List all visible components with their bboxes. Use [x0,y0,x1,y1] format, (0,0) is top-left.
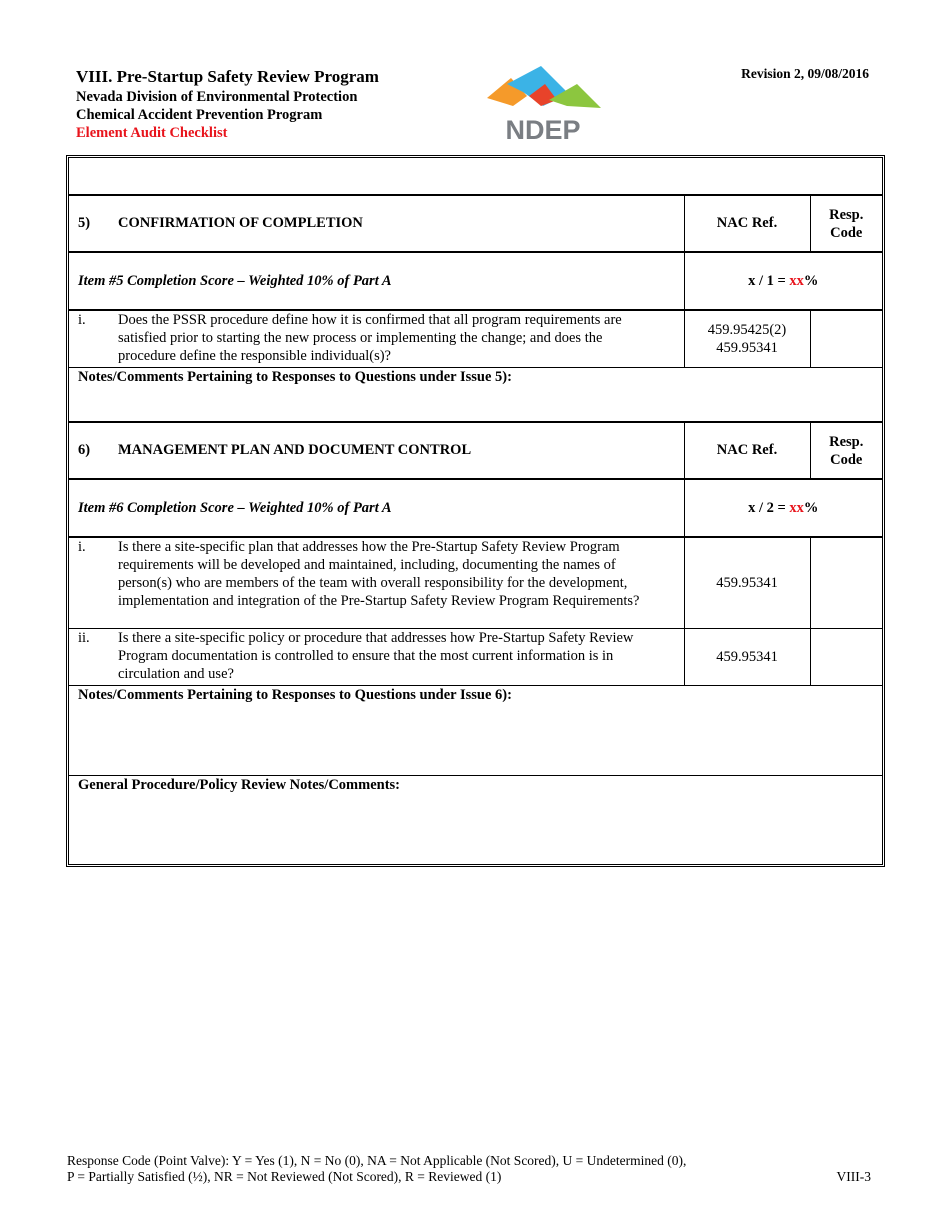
score-prefix: x / 2 = [748,499,790,516]
question-cell [69,537,684,628]
general-notes-label: General Procedure/Policy Review Notes/Comments: [78,776,401,793]
section-5-notes[interactable] [69,367,882,422]
section-6-notes[interactable] [69,685,882,775]
section-5-number: 5) [78,215,91,231]
section-6-score-value [684,479,882,537]
question-number: i. [78,312,86,328]
document-header [76,66,379,142]
section-5-question-row [69,310,882,367]
section-6-resp-header [810,422,882,479]
section-6-question-row [69,628,882,685]
general-notes-row [69,775,882,864]
section-6-number: 6) [78,442,91,458]
section-6-question-row [69,537,882,628]
revision-label: Revision 2, 09/08/2016 [741,66,869,81]
section-6-title-cell [69,422,684,479]
section-5-score-row [69,252,882,310]
resp-code-cell[interactable] [810,537,882,628]
document-title: VIII. Pre-Startup Safety Review Program [76,67,379,86]
resp-code-cell[interactable] [810,628,882,685]
resp-header-line1: Resp. [829,433,864,450]
nac-ref-cell: 459.95341 [684,537,810,628]
question-number: ii. [78,629,90,646]
resp-header-line2: Code [830,451,863,468]
program-name: Chemical Accident Prevention Program [76,107,323,123]
section-5-resp-header [810,195,882,252]
section-5-notes-row [69,367,882,422]
section-6-notes-row [69,685,882,775]
score-xx: xx [789,499,804,516]
page-number: VIII-3 [836,1169,871,1184]
section-6-score-row [69,479,882,537]
section-5-notes-label: Notes/Comments Pertaining to Responses to Questions under Issue 5): [78,368,512,385]
ndep-logo [483,64,603,144]
logo-text: NDEP [505,115,581,144]
section-6-notes-label: Notes/Comments Pertaining to Responses to Questions under Issue 6): [78,686,512,703]
checklist-name: Element Audit Checklist [76,125,228,141]
checklist-frame [66,155,885,867]
section-5-title-cell [69,195,684,252]
section-6-header [69,422,882,479]
question-cell [69,628,684,685]
section-6-nac-header: NAC Ref. [684,422,810,479]
section-5-score-value [684,252,882,310]
agency-name: Nevada Division of Environmental Protection [76,89,358,105]
resp-header-line2: Code [830,224,863,241]
section-5-title: CONFIRMATION OF COMPLETION [118,215,363,231]
section-5-nac-header: NAC Ref. [684,195,810,252]
legend-line-1: Response Code (Point Valve): Y = Yes (1), N = No (0), NA = Not Applicable (Not Scored), U = Undetermined (0), [67,1153,687,1168]
nac-ref-cell: 459.95341 [684,628,810,685]
score-suffix: % [803,499,819,516]
legend-line-2: P = Partially Satisfied (½), NR = Not Reviewed (Not Scored), R = Reviewed (1) [67,1169,502,1184]
nac-ref-cell [684,310,810,367]
resp-header-line1: Resp. [829,206,864,223]
section-6-title: MANAGEMENT PLAN AND DOCUMENT CONTROL [118,442,472,458]
nac-ref-2: 459.95341 [716,339,778,356]
question-text: Is there a site-specific policy or procedure that addresses how Pre-Startup Safety Review Program documentation is controlled to ensure that the most current information is in circulation and use? [118,629,634,682]
resp-code-cell[interactable] [810,310,882,367]
score-suffix: % [803,272,819,289]
checklist-table [69,194,882,865]
question-cell [69,310,684,367]
question-number: i. [78,539,86,555]
section-6-score-label: Item #6 Completion Score – Weighted 10% of Part A [69,479,684,537]
score-prefix: x / 1 = [748,272,790,289]
response-code-legend [67,1153,686,1185]
section-5-score-label: Item #5 Completion Score – Weighted 10% of Part A [69,252,684,310]
question-text: Is there a site-specific plan that addresses how the Pre-Startup Safety Review Program requirements will be developed and maintained, including, documenting the names of person(s) who are members of the team with overall responsibility for the development, implementation and integration of the Pre-Startup Safety Review Program Requirements? [118,539,640,609]
question-text: Does the PSSR procedure define how it is confirmed that all program requirements are satisfied prior to starting the new process or implementing the change; and does the procedure define the responsible individual(s)? [118,312,622,364]
section-5-header [69,195,882,252]
general-notes[interactable] [69,775,882,864]
score-xx: xx [789,272,804,289]
nac-ref-1: 459.95425(2) [707,321,787,338]
